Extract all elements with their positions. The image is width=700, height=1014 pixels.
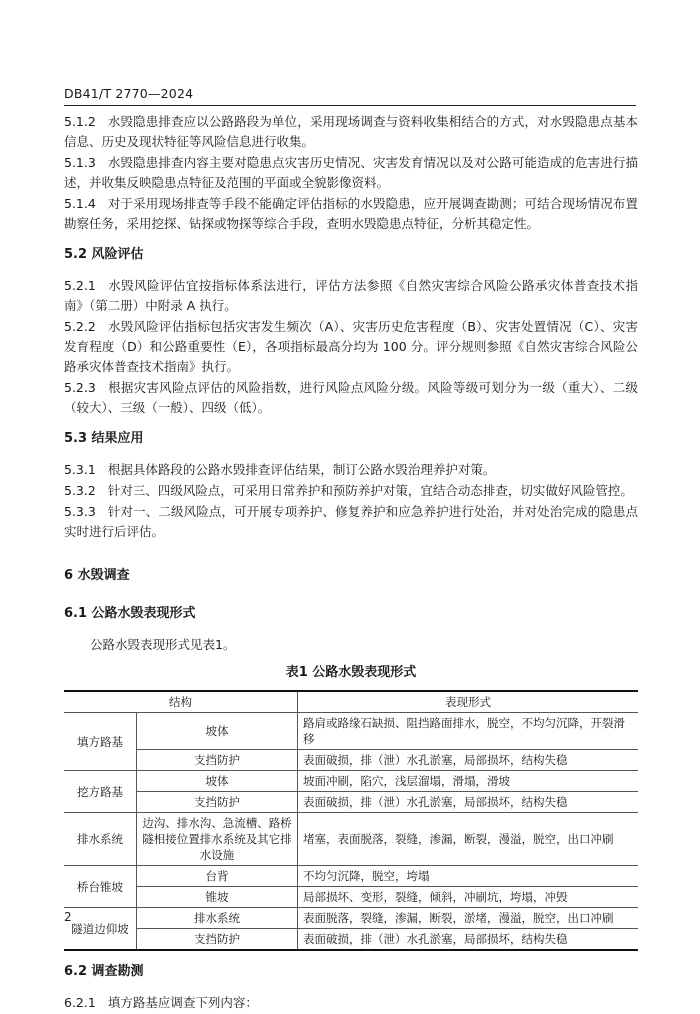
page-content: [64, 112, 638, 1014]
column-header-form: 表现形式: [298, 691, 639, 713]
part-cell: 坡体: [137, 713, 298, 750]
category-cell: 排水系统: [64, 813, 137, 866]
clause-number: 6.2.1: [64, 995, 96, 1010]
clause-text: 根据灾害风险点评估的风险指数，进行风险点风险分级。风险等级可划分为一级（重大）、二级（较大）、三级（一般）、四级（低）。: [64, 380, 638, 415]
section-heading-6-1: 6.1 公路水毁表现形式: [64, 606, 196, 621]
form-cell: 表面破损，排（泄）水孔淤塞，局部损坏，结构失稳: [298, 929, 639, 951]
clause-5-2-2: [64, 317, 638, 377]
table-row: [64, 887, 638, 908]
form-cell: 堵塞，表面脱落，裂缝，渗漏，断裂，漫溢，脱空，出口冲刷: [298, 813, 639, 866]
section-heading-5-2: 5.2 风险评估: [64, 247, 144, 262]
table-row: [64, 866, 638, 887]
category-cell: 挖方路基: [64, 771, 137, 813]
table-header-row: [64, 691, 638, 713]
water-damage-forms-table: [64, 690, 638, 951]
section-heading-6-2: 6.2 调查勘测: [64, 964, 144, 979]
clause-5-1-4: [64, 194, 638, 234]
form-cell: 坡面冲刷，陷穴，浅层溜塌，滑塌，滑坡: [298, 771, 639, 792]
table-row: [64, 750, 638, 771]
part-cell: 边沟、排水沟、急流槽、路桥隧相接位置排水系统及其它排水设施: [137, 813, 298, 866]
form-cell: 表面脱落，裂缝，渗漏，断裂，淤堵，漫溢，脱空，出口冲刷: [298, 908, 639, 929]
table-row: [64, 713, 638, 750]
part-cell: 排水系统: [137, 908, 298, 929]
clause-text: 水毁风险评估宜按指标体系法进行，评估方法参照《自然灾害综合风险公路承灾体普查技术指南》（第二册）中附录 A 执行。: [64, 278, 638, 313]
table-row: [64, 792, 638, 813]
clause-5-1-2: [64, 112, 638, 152]
part-cell: 支挡防护: [137, 929, 298, 951]
clause-5-1-3: [64, 153, 638, 193]
clause-number: 5.1.3: [64, 155, 96, 170]
clause-number: 5.3.1: [64, 462, 96, 477]
chapter-heading-6: 6 水毁调查: [64, 568, 130, 583]
table-row: [64, 813, 638, 866]
column-header-structure: 结构: [64, 691, 298, 713]
part-cell: 台背: [137, 866, 298, 887]
document-code: DB41/T 2770—2024: [64, 86, 194, 101]
page-number: 2: [64, 910, 72, 924]
clause-text: 水毁风险评估指标包括灾害发生频次（A）、灾害历史危害程度（B）、灾害处置情况（C）、灾害发育程度（D）和公路重要性（E），各项指标最高分均为 100 分。评分规则参照《自然灾害综合风险公路承灾体普查技术指南》执行。: [64, 319, 638, 374]
clause-6-2-1: [64, 993, 638, 1013]
clause-5-2-3: [64, 378, 638, 418]
form-cell: 路肩或路缘石缺损、阻挡路面排水，脱空，不均匀沉降，开裂滑移: [298, 713, 639, 750]
header-rule: [64, 105, 636, 106]
clause-text: 根据具体路段的公路水毁排查评估结果，制订公路水毁治理养护对策。: [107, 462, 496, 477]
clause-number: 5.2.1: [64, 278, 96, 293]
part-cell: 支挡防护: [137, 792, 298, 813]
clause-5-3-1: [64, 460, 638, 480]
clause-text: 水毁隐患排查内容主要对隐患点灾害历史情况、灾害发育情况以及对公路可能造成的危害进行描述，并收集反映隐患点特征及范围的平面或全貌影像资料。: [64, 155, 638, 190]
clause-text: 针对一、二级风险点，可开展专项养护、修复养护和应急养护进行处治，并对处治完成的隐患点实时进行后评估。: [64, 504, 638, 539]
clause-number: 5.1.2: [64, 114, 96, 129]
clause-number: 5.1.4: [64, 196, 96, 211]
clause-text: 针对三、四级风险点，可采用日常养护和预防养护对策，宜结合动态排查，切实做好风险管控。: [107, 483, 633, 498]
clause-5-3-2: [64, 481, 638, 501]
clause-5-3-3: [64, 502, 638, 542]
clause-number: 5.3.3: [64, 504, 96, 519]
clause-5-2-1: [64, 276, 638, 316]
clause-text: 填方路基应调查下列内容：: [107, 995, 258, 1010]
clause-text: 水毁隐患排查应以公路路段为单位，采用现场调查与资料收集相结合的方式，对水毁隐患点基本信息、历史及现状特征等风险信息进行收集。: [64, 114, 638, 149]
form-cell: 局部损坏、变形，裂缝，倾斜，冲刷坑，垮塌，冲毁: [298, 887, 639, 908]
category-cell: 桥台锥坡: [64, 866, 137, 908]
clause-text: 对于采用现场排查等手段不能确定评估指标的水毁隐患，应开展调查勘测；可结合现场情况布置勘察任务，采用挖探、钻探或物探等综合手段，查明水毁隐患点特征，分析其稳定性。: [64, 196, 638, 231]
category-cell: 填方路基: [64, 713, 137, 771]
form-cell: 表面破损，排（泄）水孔淤塞，局部损坏，结构失稳: [298, 792, 639, 813]
part-cell: 支挡防护: [137, 750, 298, 771]
category-cell: 隧道边仰坡: [64, 908, 137, 951]
section-heading-5-3: 5.3 结果应用: [64, 431, 144, 446]
part-cell: 坡体: [137, 771, 298, 792]
form-cell: 不均匀沉降，脱空，垮塌: [298, 866, 639, 887]
clause-number: 5.2.3: [64, 380, 96, 395]
table-reference-text: 公路水毁表现形式见表1。: [90, 637, 236, 652]
table-row: [64, 929, 638, 951]
form-cell: 表面破损，排（泄）水孔淤塞，局部损坏，结构失稳: [298, 750, 639, 771]
table-caption: 表1 公路水毁表现形式: [285, 665, 417, 680]
table-row: [64, 771, 638, 792]
part-cell: 锥坡: [137, 887, 298, 908]
clause-number: 5.2.2: [64, 319, 96, 334]
table-row: [64, 908, 638, 929]
clause-number: 5.3.2: [64, 483, 96, 498]
